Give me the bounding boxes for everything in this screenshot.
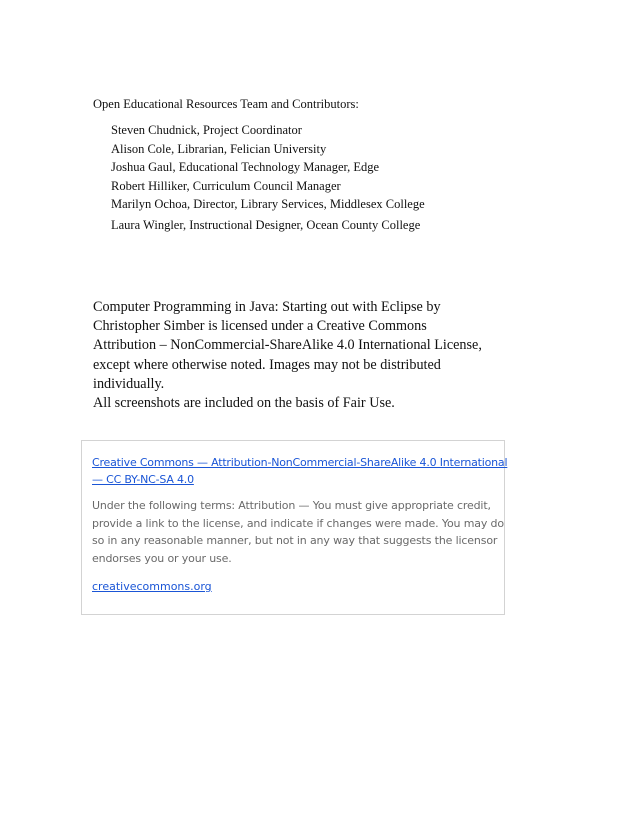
license-line: individually. — [93, 375, 165, 392]
contributor-item: Steven Chudnick, Project Coordinator — [111, 123, 302, 137]
license-line: All screenshots are included on the basis of Fair Use. — [93, 395, 395, 412]
cc-license-title-link[interactable] — [92, 454, 508, 488]
creativecommons-site-link[interactable]: creativecommons.org — [92, 580, 212, 593]
cc-description-line: so in any reasonable manner, but not in any way that suggests the licensor — [92, 534, 498, 547]
cc-license-description — [92, 497, 504, 567]
license-line: except where otherwise noted. Images may not be distributed — [93, 356, 441, 373]
contributors-heading: Open Educational Resources Team and Contributors: — [93, 97, 359, 111]
creative-commons-link-card — [81, 440, 508, 615]
contributor-item: Alison Cole, Librarian, Felician University — [111, 141, 327, 156]
cc-description-line: Under the following terms: Attribution — You must give appropriate credit, — [92, 499, 491, 512]
contributors-list — [111, 121, 425, 235]
contributor-item: Joshua Gaul, Educational Technology Manager, Edge — [111, 160, 380, 175]
contributor-item: Laura Wingler, Instructional Designer, Ocean County College — [111, 217, 421, 232]
cc-description-line: endorses you or your use. — [92, 551, 232, 565]
cc-description-line: provide a link to the license, and indicate if changes were made. You may do — [92, 516, 504, 530]
license-line: Attribution – NonCommercial-ShareAlike 4.0 International License, — [93, 337, 482, 354]
license-line: Christopher Simber is licensed under a Creative Commons — [93, 318, 427, 335]
contributor-item: Robert Hilliker, Curriculum Council Manager — [111, 178, 341, 193]
license-line: Computer Programming in Java: Starting out with Eclipse by — [93, 299, 441, 315]
cc-title-line: Creative Commons — Attribution-NonCommercial-ShareAlike 4.0 International — [92, 456, 508, 469]
contributor-item: Marilyn Ochoa, Director, Library Services, Middlesex College — [111, 197, 425, 212]
cc-title-line: — CC BY-NC-SA 4.0 — [92, 473, 194, 486]
license-statement — [93, 298, 493, 413]
